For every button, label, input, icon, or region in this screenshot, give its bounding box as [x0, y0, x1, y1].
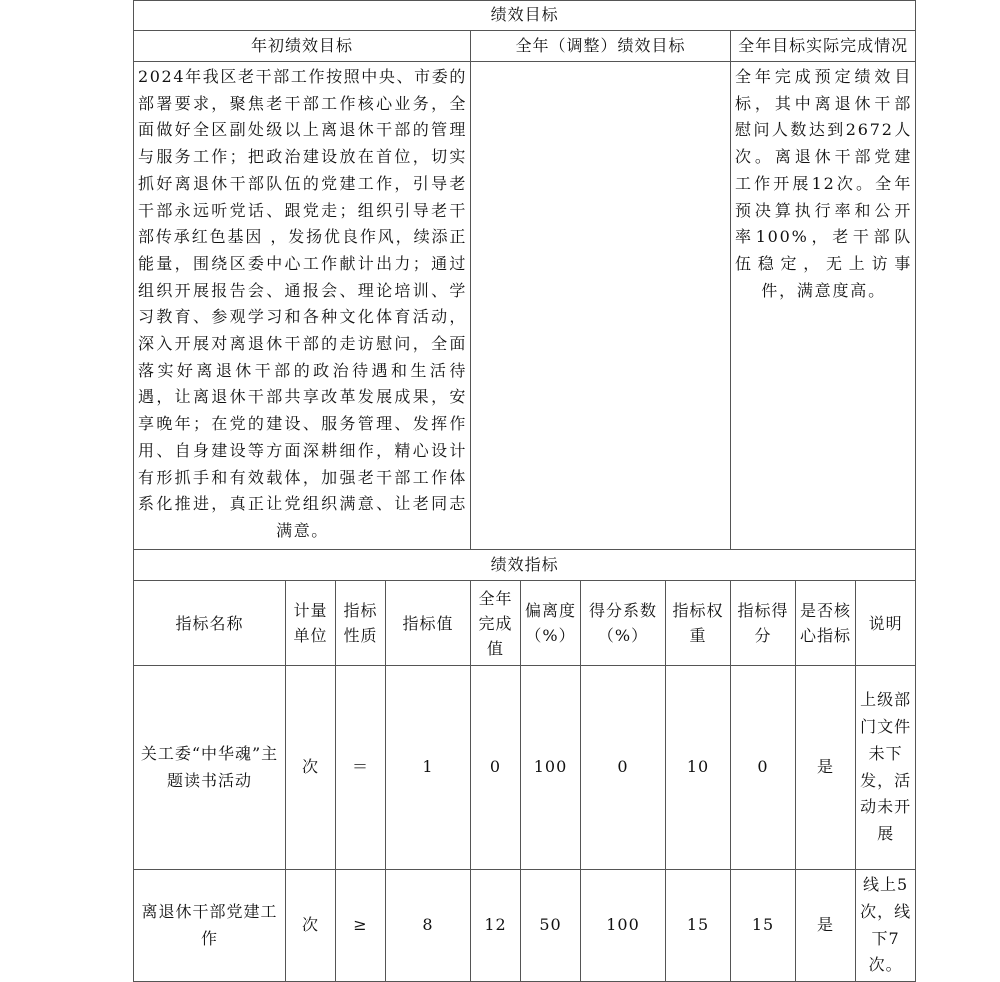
col-header: 偏离度（%）: [521, 581, 581, 666]
col-header: 指标得分: [731, 581, 796, 666]
cell-weight: 15: [666, 870, 731, 982]
table-row: [134, 870, 916, 982]
cell-core: 是: [796, 870, 856, 982]
cell-note: 上级部门文件未下发，活动未开展: [856, 666, 916, 870]
col-header: 得分系数（%）: [581, 581, 666, 666]
cell-core: 是: [796, 666, 856, 870]
cell-unit: 次: [286, 870, 336, 982]
cell-target: 8: [386, 870, 471, 982]
cell-nature: ＝: [336, 666, 386, 870]
cell-coefficient: 100: [581, 870, 666, 982]
cell-nature: ≥: [336, 870, 386, 982]
cell-name: 离退休干部党建工作: [134, 870, 286, 982]
cell-score: 15: [731, 870, 796, 982]
indicator-header-row: [134, 581, 916, 666]
header-actual: 全年目标实际完成情况: [731, 31, 916, 62]
cell-actual: 12: [471, 870, 521, 982]
adjusted-goal-text: [471, 62, 731, 550]
section-title-indicators: 绩效指标: [134, 550, 916, 581]
cell-name: 关工委“中华魂”主题读书活动: [134, 666, 286, 870]
cell-deviation: 50: [521, 870, 581, 982]
actual-text: 全年完成预定绩效目标，其中离退休干部慰问人数达到2672人次。离退休干部党建工作开展12次。全年预决算执行率和公开率100%，老干部队伍稳定，无上访事件，满意度高。: [731, 62, 916, 550]
col-header: 指标性质: [336, 581, 386, 666]
initial-goal-text: 2024年我区老干部工作按照中央、市委的部署要求，聚焦老干部工作核心业务，全面做好全区副处级以上离退休干部的管理与服务工作；把政治建设放在首位，切实抓好离退休干部队伍的党建工作，引导老干部永远听党话、跟党走；组织引导老干部传承红色基因 ，发扬优良作风，续添正能量，围绕区委中心工作献计出力；通过组织开展报告会、通报会、理论培训、学习教育、参观学习和各种文化体育活动，深入开展对离退休干部的走访慰问，全面落实好离退休干部的政治待遇和生活待遇，让离退休干部共享改革发展成果，安享晚年；在党的建设、服务管理、发挥作用、自身建设等方面深耕细作，精心设计有形抓手和有效载体，加强老干部工作体系化推进，真正让党组织满意、让老同志满意。: [134, 62, 471, 550]
cell-target: 1: [386, 666, 471, 870]
header-adjusted-goal: 全年（调整）绩效目标: [471, 31, 731, 62]
cell-note: 线上5次，线下7次。: [856, 870, 916, 982]
col-header: 是否核心指标: [796, 581, 856, 666]
col-header: 说明: [856, 581, 916, 666]
table-row: [134, 666, 916, 870]
col-header: 全年完成值: [471, 581, 521, 666]
section-title-goals: 绩效目标: [134, 1, 916, 31]
cell-weight: 10: [666, 666, 731, 870]
header-initial-goal: 年初绩效目标: [134, 31, 471, 62]
cell-score: 0: [731, 666, 796, 870]
col-header: 指标权重: [666, 581, 731, 666]
cell-actual: 0: [471, 666, 521, 870]
cell-deviation: 100: [521, 666, 581, 870]
cell-unit: 次: [286, 666, 336, 870]
col-header: 计量单位: [286, 581, 336, 666]
performance-table: [133, 0, 916, 982]
cell-coefficient: 0: [581, 666, 666, 870]
col-header: 指标名称: [134, 581, 286, 666]
col-header: 指标值: [386, 581, 471, 666]
